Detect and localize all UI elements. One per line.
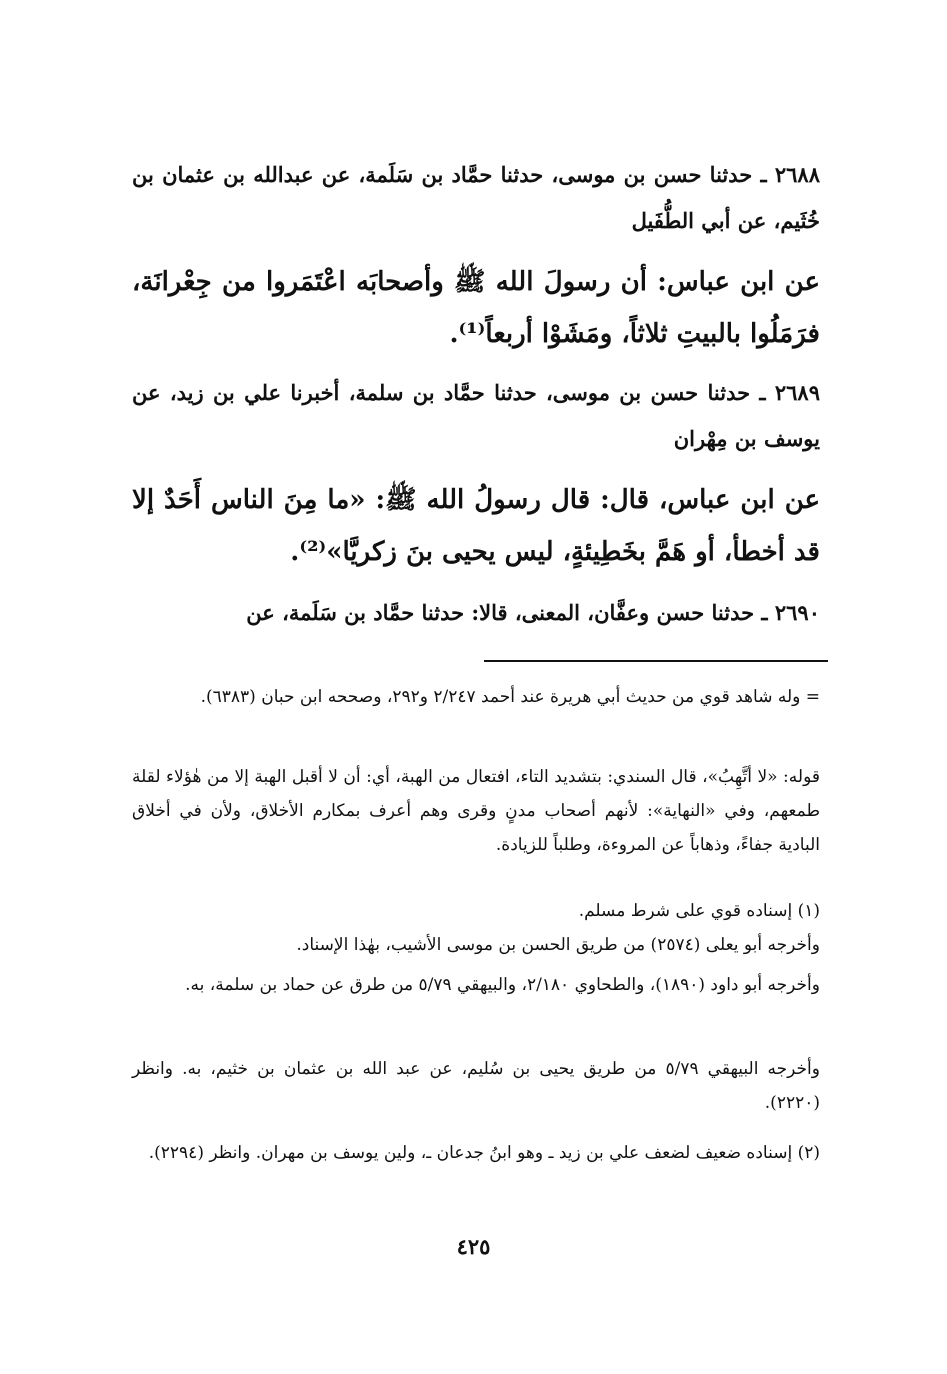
hadith-2689-isnad: ٢٦٨٩ ـ حدثنا حسن بن موسى، حدثنا حمَّاد بن سلمة، أخبرنا علي بن زيد، عن يوسف بن مِهْران [132, 380, 820, 451]
hadith-2689-matn: عن ابن عباس، قال: قال رسولُ الله ﷺ: «ما مِنَ الناس أَحَدٌ إلا قد أخطأ، أو هَمَّ بخَطِيئةٍ، ليس يحيى بنَ زكريَّا»⁽²⁾. [132, 485, 820, 567]
hadith-2688-matn: عن ابن عباس: أن رسولَ الله ﷺ وأصحابَه اعْتَمَروا من جِعْرانَة، فرَمَلُوا بالبيتِ ثلاثاً، ومَشَوْا أربعاً⁽¹⁾. [132, 267, 820, 349]
footnote-1-source-bayhaqi: وأخرجه البيهقي ٥/٧٩ من طريق يحيى بن سُليم، عن عبد الله بن عثمان بن خثيم، به. وانظر (٢٢٢٠). [132, 1059, 820, 1113]
footnote-continuation: = وله شاهد قوي من حديث أبي هريرة عند أحمد ٢/٢٤٧ و٢٩٢، وصححه ابن حبان (٦٣٨٣). [200, 687, 820, 707]
footnote-1-source-abu-yala: وأخرجه أبو يعلى (٢٥٧٤) من طريق الحسن بن موسى الأشيب، بهٰذا الإسناد. [296, 935, 820, 955]
page-number: ٤٢٥ [456, 1234, 491, 1259]
hadith-2690-isnad: ٢٦٩٠ ـ حدثنا حسن وعفَّان، المعنى، قالا: حدثنا حمَّاد بن سَلَمة، عن [246, 600, 820, 625]
footnote-separator [484, 660, 828, 662]
footnote-commentary: قوله: «لا أتَّهِبُ»، قال السندي: بتشديد التاء، افتعال من الهبة، أي: أن لا أقبل الهبة إلا من هٰؤلاء لقلة طمعهم، وفي «النهاية»: لأنهم أصحاب مدنٍ وقرى وهم أعرف بمكارم الأخلاق، ولأن في أخلاق البادية جفاءً، وذهاباً عن المروءة، وطلباً للزيادة. [132, 767, 820, 855]
footnote-2: (٢) إسناده ضعيف لضعف علي بن زيد ـ وهو ابنُ جدعان ـ، ولين يوسف بن مهران. وانظر (٢٢٩٤). [148, 1143, 820, 1163]
footnote-1-source-abu-dawud: وأخرجه أبو داود (١٨٩٠)، والطحاوي ٢/١٨٠، والبيهقي ٥/٧٩ من طرق عن حماد بن سلمة، به. [185, 975, 820, 995]
footnote-1-grading: (١) إسناده قوي على شرط مسلم. [578, 901, 820, 921]
hadith-2688-isnad: ٢٦٨٨ ـ حدثنا حسن بن موسى، حدثنا حمَّاد بن سَلَمة، عن عبدالله بن عثمان بن خُثَيم، عن أبي الطُّفَيل [132, 162, 820, 233]
